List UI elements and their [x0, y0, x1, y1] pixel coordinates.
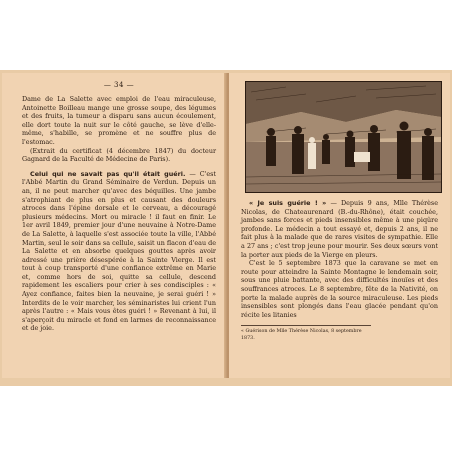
footnote: « Guérison de Mlle Thérèse Nicolas, 8 septembre 1873.	[241, 325, 371, 342]
section-dash: —	[185, 169, 200, 178]
engraving-illustration	[245, 81, 442, 193]
continued-paragraph: Dame de La Salette avec emploi de l'eau miraculeuse, Antoinette Boilleau mange une grosse soupe, des légumes et des fruits, la tumeur a disparu sans aucun écoulement, elle dort toute la nuit sur le côté gauche, se lève d'elle-même, s'habille, se promène et ne souffre plus de l'estomac.	[22, 95, 216, 146]
section-paragraph	[241, 199, 438, 259]
citation: (Extrait du certificat (4 décembre 1847) du docteur Gagnard de la Faculté de Médecine de Paris).	[22, 146, 216, 164]
right-page	[229, 73, 450, 378]
section-paragraph-continued: C'est le 5 septembre 1873 que la caravane se met en route pour atteindre la Sainte Montagne le lendemain soir, sous une pluie battante, avec des difficultés inouïes et des souffrances atroces. Le 8 septembre, fête de la Nativité, on porte la malade auprès de la source miraculeuse. Les pieds insensibles sont plongés dans l'eau glacée pendant qu'on récite les litanies	[241, 259, 438, 319]
section-body: — Depuis 9 ans, Mlle Thérèse Nicolas, de Chateaurenard (B.-du-Rhône), était couchée, jambes sans forces et pieds insensibles même à une piqûre profonde. Le médecin a tout essayé et, depuis 2 ans, il ne fait plus à la malade que de rares visites de sympathie. Elle a 27 ans ; c'est trop jeune pour mourir. Ses deux sœurs vont la porter aux pieds de la Vierge en pleurs.	[241, 199, 438, 259]
page-number: — 34 —	[103, 81, 135, 89]
engraving-crowd-scene	[246, 82, 441, 192]
section-body: C'est l'Abbé Martin du Grand Séminaire de Verdun. Depuis un an, il ne peut marcher qu'avec des béquilles. Une jambe s'atrophiant de plus en plus et causant des douleurs atroces dans l'épine dorsale et le cerveau, a découragé plusieurs médecins. Mort ou miracle ! il faut en finir. Le 1er avril 1849, premier jour d'une neuvaine à Notre-Dame de La Salette, à laquelle s'est associée toute la ville, l'Abbé Martin, seul le soir dans sa cellule, saisit un flacon d'eau de La Salette et en absorbe quelques gouttes après avoir adressé une prière désespérée à la Sainte Vierge. Il est tout à coup transporté d'une confiance extrême en Marie et, comme hors de soi, quitte sa cellule, descend rapidement les escaliers pour crier à ses condisciples : « Ayez confiance, faites bien la neuvaine, je serai guéri ! » Interdits de le voir marcher, les séminaristes lui crient l'un après l'autre : « Mais vous êtes guéri ! » Revenant à lui, il s'aperçoit du miracle et fond en larmes de reconnaissance et de joie.	[22, 169, 216, 333]
section-paragraph	[22, 170, 216, 333]
section-heading: « Je suis guérie ! »	[249, 199, 327, 207]
left-page	[2, 73, 226, 378]
section-heading: Celui qui ne savait pas qu'il était guéri.	[30, 169, 186, 178]
